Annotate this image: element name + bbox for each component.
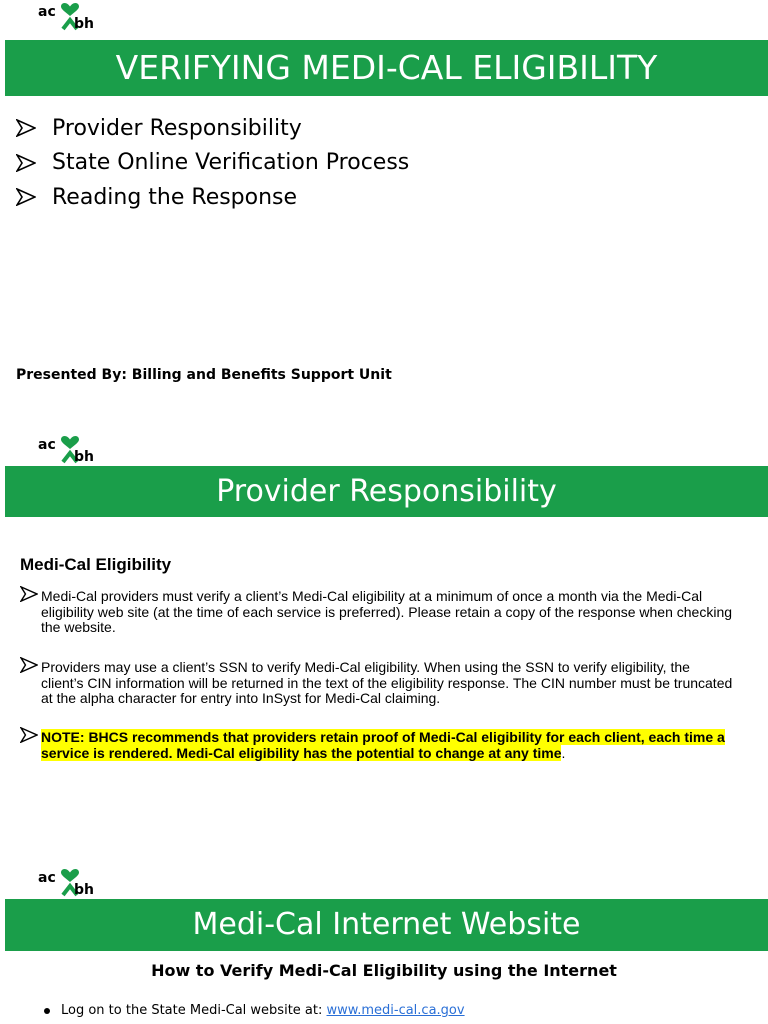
list-item [16, 146, 409, 181]
arrow-bullet-icon [16, 188, 52, 206]
logo-text-ac: ac [38, 437, 56, 453]
bullet-text: Reading the Response [52, 184, 298, 210]
slide2-title-banner [5, 466, 768, 517]
arrow-bullet-icon [16, 119, 52, 137]
arrow-bullet-icon [20, 727, 38, 747]
bullet-text: Provider Responsibility [52, 115, 302, 141]
logo-text-ac: ac [38, 4, 56, 20]
slide1-bullet-list [16, 111, 409, 215]
bullet-text: State Online Verification Process [52, 150, 410, 176]
note-paragraph [20, 730, 735, 761]
acbh-logo [38, 3, 100, 33]
list-item [16, 111, 409, 146]
slide3-subheading: How to Verify Medi-Cal Eligibility using the Internet [151, 961, 617, 980]
bullet-text: Log on to the State Medi-Cal website at: [61, 1003, 323, 1018]
paragraph-text: Providers may use a client’s SSN to verify Medi-Cal eligibility. When using the SSN to verify eligibility, the client’s CIN information will be returned in the text of the eligibility response. The CIN number must be truncated at the alpha character for entry into InSyst for Medi-Cal claiming. [41, 659, 733, 706]
list-item [44, 1003, 465, 1018]
slide1-title-banner [5, 40, 768, 96]
slide3-title: Medi-Cal Internet Website [192, 907, 581, 942]
logo-text-bh: bh [74, 449, 94, 465]
medi-cal-website-link[interactable]: www.medi-cal.ca.gov [326, 1003, 465, 1018]
logo-text-ac: ac [38, 870, 56, 886]
list-item [16, 180, 409, 215]
paragraph [20, 660, 735, 707]
slide1-title: VERIFYING MEDI-CAL ELIGIBILITY [115, 48, 658, 87]
arrow-bullet-icon [20, 657, 38, 677]
slide2-subheading: Medi-Cal Eligibility [20, 555, 172, 574]
bullet-dot-icon [44, 1008, 50, 1014]
note-end: . [561, 744, 566, 761]
logo-text-bh: bh [74, 16, 94, 32]
arrow-bullet-icon [20, 586, 38, 606]
acbh-logo [38, 869, 100, 899]
slide2-title: Provider Responsibility [216, 474, 557, 509]
arrow-bullet-icon [16, 154, 52, 172]
slide3-title-banner [5, 899, 768, 951]
highlighted-note: NOTE: BHCS recommends that providers retain proof of Medi-Cal eligibility for each client, each time a service is rendered. Medi-Cal eligibility has the potential to change at any time [41, 729, 725, 761]
paragraph-text: Medi-Cal providers must verify a client’s Medi-Cal eligibility at a minimum of once a month via the Medi-Cal eligibility web site (at the time of each service is preferred). Please retain a copy of the response when checking the website. [41, 588, 733, 635]
acbh-logo [38, 436, 100, 466]
note-text [20, 730, 735, 761]
presented-by: Presented By: Billing and Benefits Support Unit [16, 367, 392, 383]
paragraph [20, 589, 735, 636]
logo-text-bh: bh [74, 882, 94, 898]
